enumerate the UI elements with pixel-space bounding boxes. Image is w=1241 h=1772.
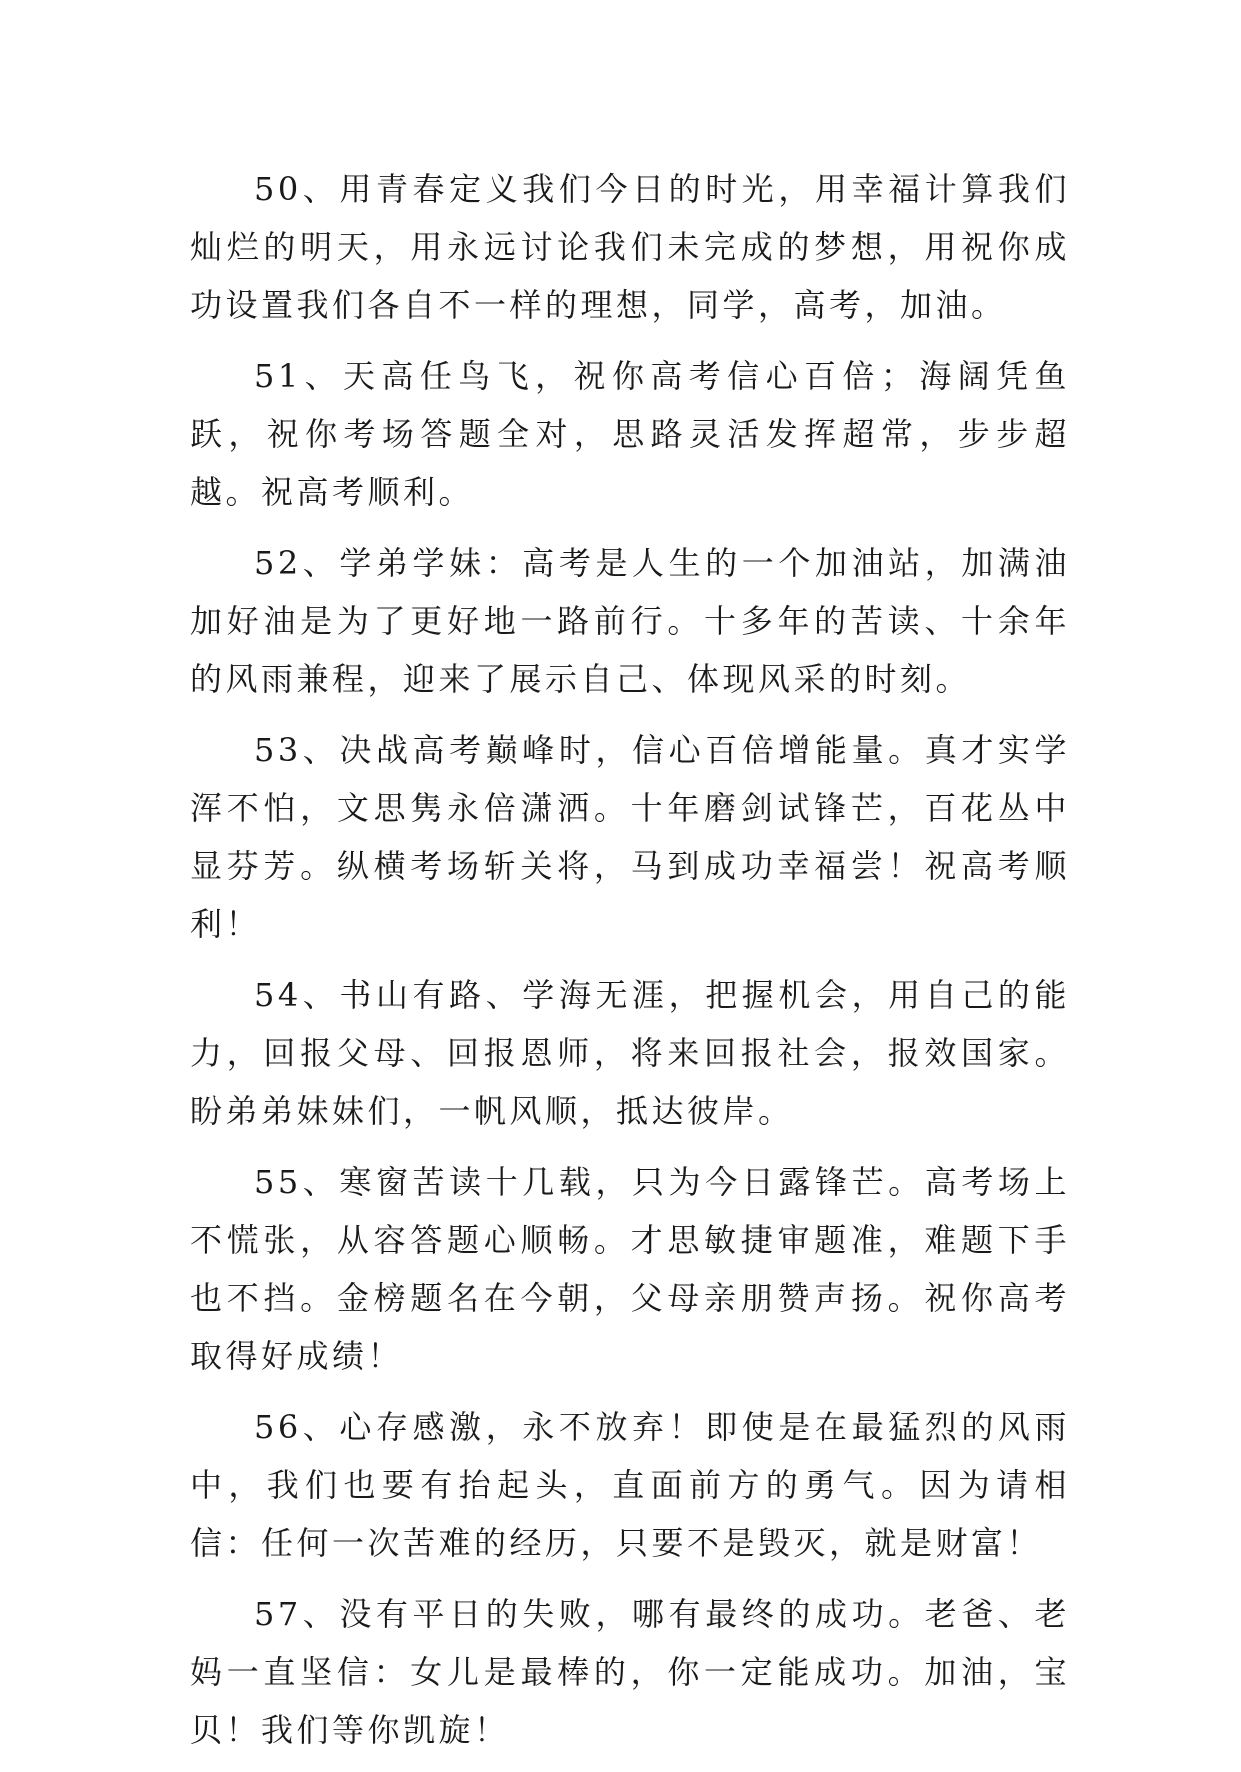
paragraph-57: 57、没有平日的失败，哪有最终的成功。老爸、老妈一直坚信：女儿是最棒的，你一定能成功。加油，宝贝！我们等你凯旋！ [190,1595,1070,1749]
paragraph-51: 51、天高任鸟飞，祝你高考信心百倍；海阔凭鱼跃，祝你考场答题全对，思路灵活发挥超常，步步超越。祝高考顺利。 [190,357,1070,511]
paragraph-54: 54、书山有路、学海无涯，把握机会，用自己的能力，回报父母、回报恩师，将来回报社会，报效国家。盼弟弟妹妹们，一帆风顺，抵达彼岸。 [190,976,1070,1130]
document-body [190,160,1070,1772]
paragraph-52: 52、学弟学妹：高考是人生的一个加油站，加满油加好油是为了更好地一路前行。十多年的苦读、十余年的风雨兼程，迎来了展示自己、体现风采的时刻。 [190,544,1070,698]
paragraph-55: 55、寒窗苦读十几载，只为今日露锋芒。高考场上不慌张，从容答题心顺畅。才思敏捷审题准，难题下手也不挡。金榜题名在今朝，父母亲朋赞声扬。祝你高考取得好成绩！ [190,1163,1070,1375]
paragraph-53: 53、决战高考巅峰时，信心百倍增能量。真才实学浑不怕，文思隽永倍潇洒。十年磨剑试锋芒，百花丛中显芬芳。纵横考场斩关将，马到成功幸福尝！祝高考顺利！ [190,731,1070,943]
paragraph-50: 50、用青春定义我们今日的时光，用幸福计算我们灿烂的明天，用永远讨论我们未完成的梦想，用祝你成功设置我们各自不一样的理想，同学，高考，加油。 [190,170,1070,324]
paragraph-56: 56、心存感激，永不放弃！即使是在最猛烈的风雨中，我们也要有抬起头，直面前方的勇气。因为请相信：任何一次苦难的经历，只要不是毁灭，就是财富！ [190,1408,1070,1562]
